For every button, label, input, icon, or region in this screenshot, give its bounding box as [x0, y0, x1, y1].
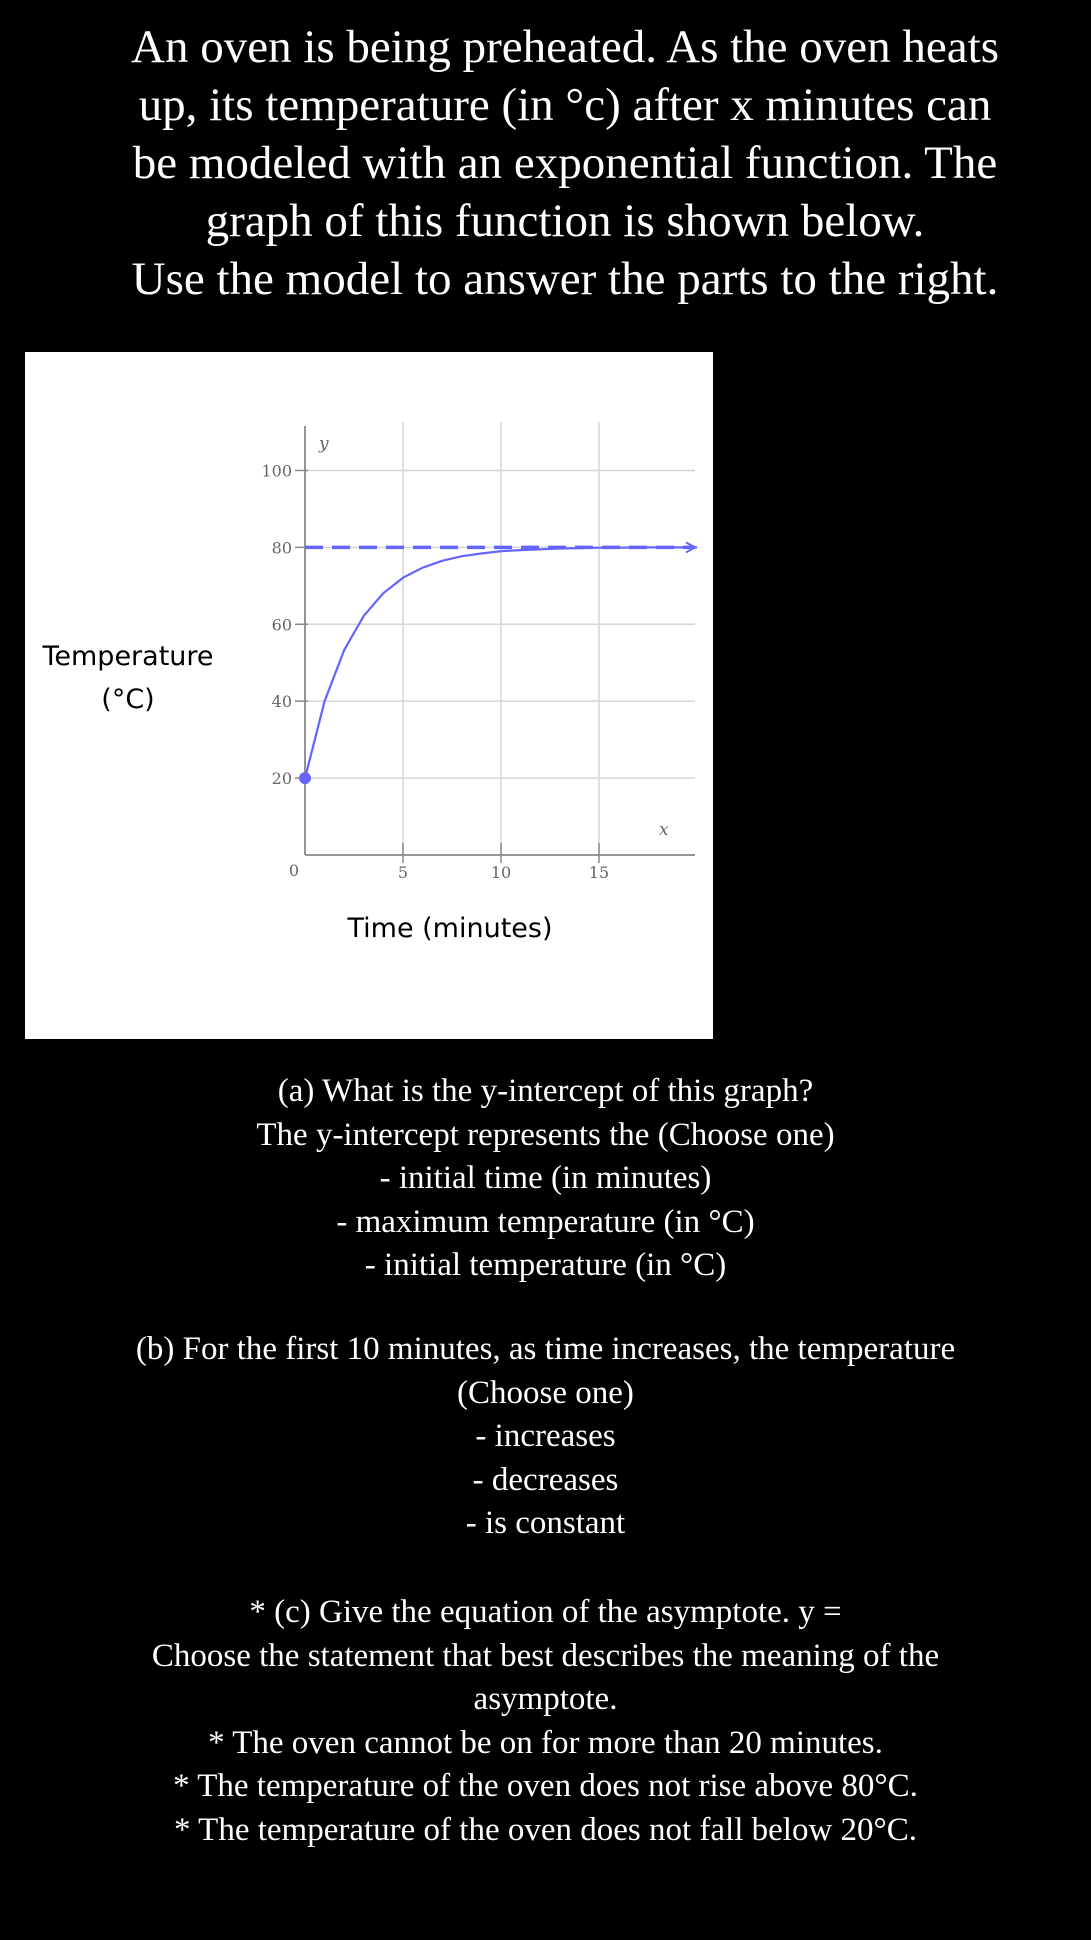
x-tick-label: 5: [397, 863, 409, 882]
part-a-option: - initial temperature (in °C): [364, 1247, 727, 1283]
problem-line: Use the model to answer the parts to the right.: [131, 253, 999, 305]
part-b-line: (Choose one): [457, 1374, 634, 1411]
y-intercept-point: [299, 772, 311, 784]
part-b-option: - increases: [475, 1418, 616, 1454]
part-c-option: * The temperature of the oven does not rise above 80°C.: [173, 1768, 918, 1804]
x-tick-label: 15: [588, 863, 610, 882]
y-tick-label: 100: [261, 461, 292, 481]
y-axis-letter: y: [319, 434, 329, 454]
y-tick-label: 40: [271, 692, 292, 712]
problem-line: be modeled with an exponential function. The: [132, 137, 998, 189]
problem-line: up, its temperature (in °c) after x minutes can: [138, 79, 992, 131]
part-c-option: * The oven cannot be on for more than 20 minutes.: [208, 1724, 883, 1761]
y-tick-label: 60: [271, 615, 292, 635]
part-c-line: * (c) Give the equation of the asymptote. y =: [249, 1594, 842, 1630]
y-tick-label: 80: [271, 538, 292, 558]
x-axis-letter: x: [659, 820, 669, 840]
part-b-option: - decreases: [472, 1461, 619, 1498]
temperature-chart: [25, 352, 713, 1039]
part-b-option: - is constant: [465, 1505, 626, 1541]
y-axis-title: Temperature (°C): [42, 641, 214, 715]
part-a-line: (a) What is the y-intercept of this graph?: [277, 1073, 814, 1109]
part-b-question: [0, 1328, 1091, 1546]
problem-line: An oven is being preheated. As the oven heats: [131, 21, 999, 73]
part-a-option: - initial time (in minutes): [379, 1160, 712, 1196]
part-c-line: asymptote.: [473, 1681, 618, 1717]
y-tick-label: 20: [271, 769, 292, 789]
graph-panel: [25, 352, 713, 1039]
part-a-line: The y-intercept represents the (Choose one): [256, 1116, 835, 1153]
problem-line: graph of this function is shown below.: [205, 195, 925, 247]
part-c-option: * The temperature of the oven does not fall below 20°C.: [174, 1811, 917, 1848]
part-a-option: - maximum temperature (in °C): [336, 1203, 755, 1240]
part-c-question: [0, 1591, 1091, 1852]
part-a-question: [0, 1070, 1091, 1288]
problem-statement: [60, 18, 1070, 308]
origin-label: 0: [288, 861, 300, 880]
part-b-line: (b) For the first 10 minutes, as time increases, the temperature: [135, 1331, 956, 1367]
part-c-line: Choose the statement that best describes the meaning of the: [151, 1637, 940, 1674]
x-tick-label: 10: [490, 863, 512, 882]
x-axis-title: Time (minutes): [347, 913, 553, 944]
